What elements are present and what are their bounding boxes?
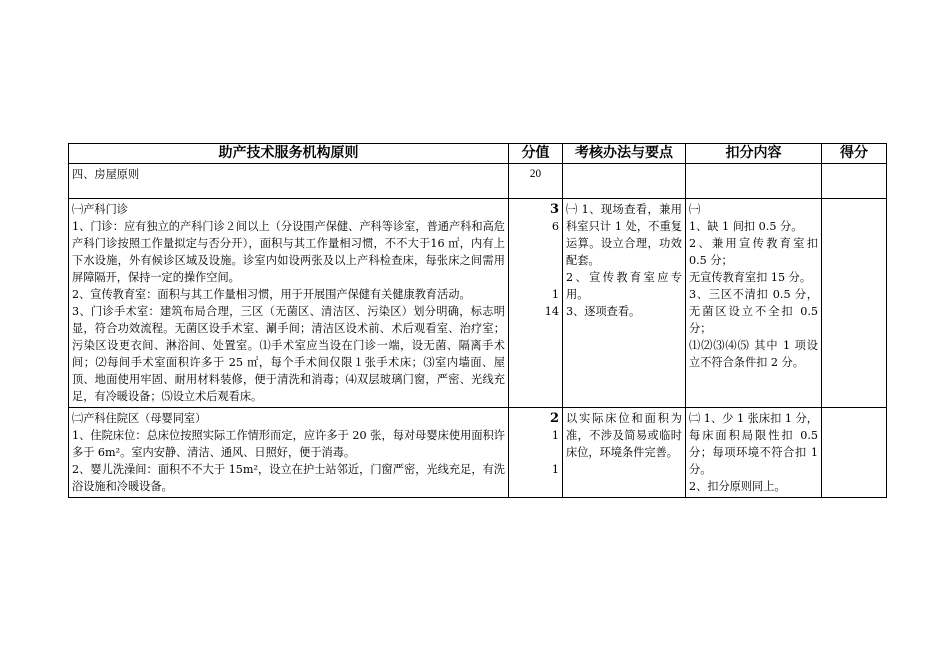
section-row (69, 164, 887, 199)
row2-bath-text: 2、婴儿洗澡间：面积不不大于 15m²，设立在护士站邻近，门窗严密，光线充足，有洗浴设施和冷暖设备。 (72, 463, 505, 493)
section-method-cell (563, 164, 686, 199)
row2-score-bath: 1 (551, 463, 559, 476)
row1-heading: ㈠产科门诊 (72, 203, 128, 216)
assessment-table (68, 143, 887, 498)
table-row (69, 408, 887, 498)
row2-deduct-1: ㈡ 1、少 1 张床扣 1 分，每床面积局限性扣 0.5 分；每项环境不符合扣 1 分。 (689, 412, 818, 476)
row1-method-1: ㈠ 1、现场查看，兼用科室只计 1 处，不重复运算。设立合理，功效配套。 (566, 203, 682, 267)
row2-beds-text: 1、住院床位：总床位按照实际工作情形而定，应许多于 20 张，每对母婴床使用面积许多于 6m²。室内安静、清洁、通风、日照好，便于消毒。 (72, 429, 505, 459)
row2-heading: ㈡产科住院区（母婴同室） (72, 412, 207, 425)
table-row (69, 199, 887, 408)
section-score: 20 (509, 164, 563, 199)
row2-score-beds: 1 (551, 429, 559, 442)
row1-deduct-5: ⑴⑵⑶⑷⑸ 其中 1 项设立不符合条件扣 2 分。 (689, 339, 818, 369)
row1-principle (69, 199, 509, 408)
row2-scores (509, 408, 563, 498)
section-title: 四、房屋原则 (69, 164, 509, 199)
header-principle: 助产技术服务机构原则 (69, 144, 509, 164)
row1-deduct-2: 2、兼用宣传教育室扣 0.5 分； (689, 237, 818, 267)
header-score: 分值 (509, 144, 563, 164)
row1-surgery-text: 3、门诊手术室：建筑布局合理，三区（无菌区、清洁区、污染区）划分明确，标志明显，符合功效流程。无菌区设手术室、涮手间；清洁区设术前、术后观看室、治疗室；污染区设更衣间、淋浴间、处置室。⑴手术室应当设在门诊一端，设无菌、隔离手术间；⑵每间手术室面积许多于 25 ㎡，每个手术间仅限１张手术床；⑶室内墙面、屋顶、地面使用牢固、耐用材料装修，便于清洗和消毒；⑷双层玻璃门窗，严密、光线充足，有冷暖设备；⑸设立术后观看床。 (72, 305, 505, 403)
row2-method-1: 以实际床位和面积为准，不涉及简易或临时床位，环境条件完善。 (566, 412, 682, 459)
row2-deduct (686, 408, 822, 498)
header-method: 考核办法与要点 (563, 144, 686, 164)
row1-deduct (686, 199, 822, 408)
header-deduct: 扣分内容 (686, 144, 822, 164)
row1-method (563, 199, 686, 408)
row1-method-2: 2、宣传教育室应专用。 (566, 271, 682, 301)
row2-method (563, 408, 686, 498)
row2-result (822, 408, 887, 498)
header-row (69, 144, 887, 164)
row1-score-total: 3 (549, 202, 559, 217)
row1-deduct-1: 1、缺 1 间扣 0.5 分。 (689, 220, 803, 233)
row1-score-education: 1 (551, 288, 559, 301)
section-deduct-cell (686, 164, 822, 199)
row2-deduct-2: 2、扣分原则同上。 (689, 480, 786, 493)
row1-score-clinic: 6 (551, 220, 559, 233)
row1-scores (509, 199, 563, 408)
row1-method-3: 3、逐项查看。 (566, 305, 641, 318)
section-result-cell (822, 164, 887, 199)
row1-deduct-4: 3、三区不清扣 0.5 分，无菌区设立不全扣 0.5 分； (689, 288, 818, 335)
row1-result (822, 199, 887, 408)
row1-clinic-text: 1、门诊：应有独立的产科门诊２间以上（分设围产保健、产科等诊室，普通产科和高危产科门诊按照工作量拟定与否分开），面积与其工作量相习惯，不不大于16 ㎡，内有上下水设施，外有候诊区域及设施。诊室内如设两张及以上产科检查床，每张床之间需用屏障隔开，保持一定的操作空间。 (72, 220, 505, 284)
row1-deduct-0: ㈠ (689, 203, 701, 216)
row1-education-text: 2、宣传教育室：面积与其工作量相习惯，用于开展围产保健有关健康教育活动。 (72, 288, 471, 301)
row1-score-surgery: 14 (544, 305, 559, 318)
header-result: 得分 (822, 144, 887, 164)
row2-principle (69, 408, 509, 498)
row2-score-total: 2 (549, 411, 559, 426)
row1-deduct-3: 无宣传教育室扣 15 分。 (689, 271, 812, 284)
